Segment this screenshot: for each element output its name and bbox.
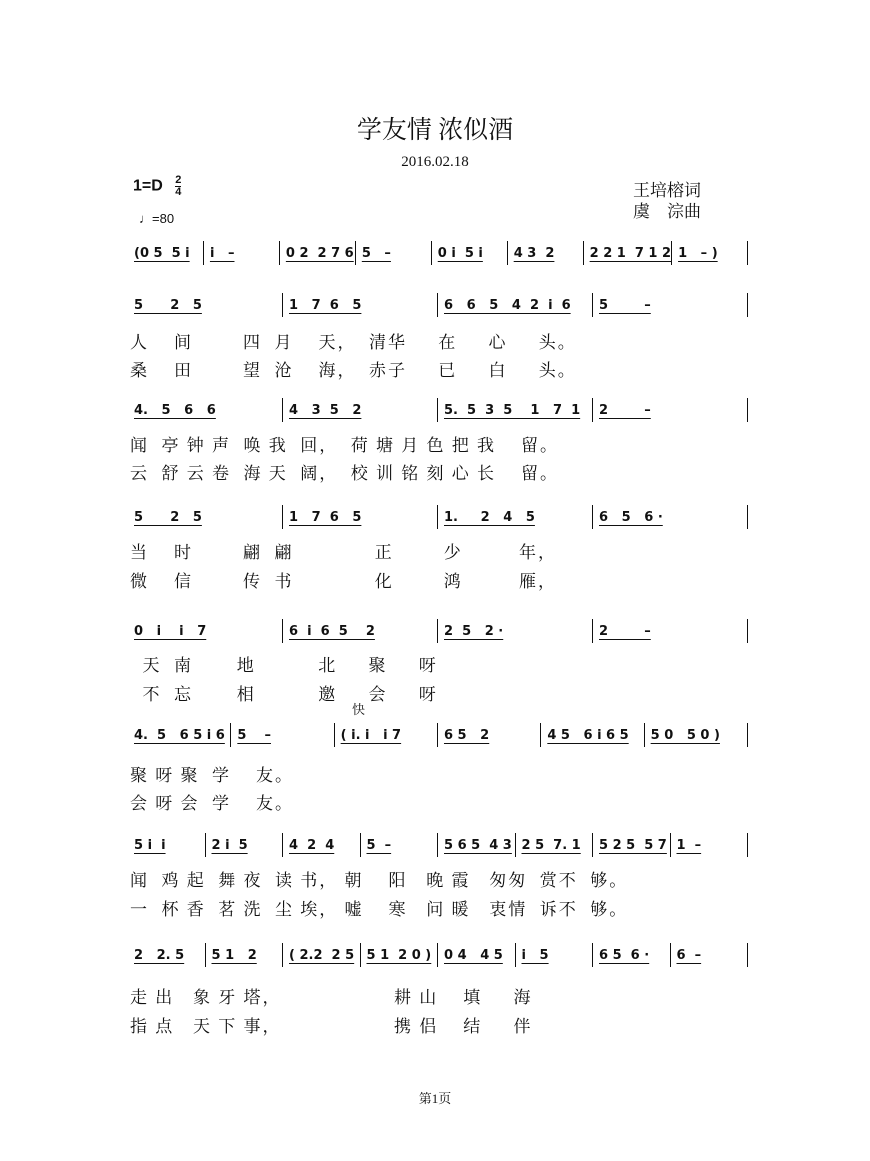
song-date: 2016.02.18 <box>401 154 469 170</box>
measure: (0 5 5 i <box>134 245 190 261</box>
notation-line <box>128 832 748 858</box>
measure: 5 – <box>366 837 392 853</box>
measure: 5 2 5 5 7 <box>599 837 667 853</box>
measure: 1 7 6 5 <box>289 509 362 525</box>
measure: 0 2 2 7 6 <box>285 245 354 261</box>
measure: 5 1 2 <box>211 947 257 963</box>
measure: 5 2 5 <box>134 297 202 313</box>
measure: ( 2.2 2 5 <box>289 947 355 963</box>
bar-line <box>747 505 748 529</box>
bar-line <box>747 833 748 857</box>
measure: 0 i 5 i <box>437 245 483 261</box>
measure: 6 5 6 · <box>599 947 650 963</box>
key-label: 1=D <box>133 177 163 195</box>
notation-line <box>128 942 748 968</box>
lyric-line-verse-2: 云 舒 云 卷 海 天 阔， 校 训 铭 刻 心 长 留。 <box>130 464 559 483</box>
bar-line <box>747 293 748 317</box>
notation-line <box>128 618 748 644</box>
measure: 5 – <box>237 727 271 743</box>
lyric-line-verse-1: 当 时 翩 翩 正 少 年， <box>130 543 557 562</box>
bar-line <box>747 398 748 422</box>
tempo-mark: ♩=80 <box>139 211 175 226</box>
key-signature <box>133 175 181 198</box>
measure: 2 2 1 7 1 2 <box>589 245 672 261</box>
measure: 6 5 2 <box>443 727 490 743</box>
measure: 4 2 4 <box>289 837 335 853</box>
measure: 5 2 5 <box>134 509 202 525</box>
measure: 2 2. 5 <box>134 947 185 963</box>
bar-line <box>747 619 748 643</box>
bar-line <box>747 723 748 747</box>
measure: 0 4 4 5 <box>444 947 503 963</box>
measure: 6 – <box>676 947 702 963</box>
measure: 4 3 5 2 <box>289 402 362 418</box>
notation-line <box>128 292 748 318</box>
lyric-line-verse-1: 走 出 象 牙 塔， 耕 山 填 海 <box>130 988 533 1007</box>
measure: 6 5 6 · <box>599 509 663 525</box>
measure: 5 1 2 0 ) <box>366 947 432 963</box>
notation-line <box>128 722 748 748</box>
measure: 0 i i 7 <box>134 623 207 639</box>
measure: 1. 2 4 5 <box>444 509 535 525</box>
measure: 2 i 5 <box>211 837 248 853</box>
measure: i – <box>209 245 235 261</box>
measure: 2 – <box>599 402 651 418</box>
lyric-line-verse-2: 微 信 传 书 化 鸿 雁， <box>130 572 557 591</box>
measure: 4. 5 6 5 i 6 <box>134 727 225 743</box>
measure: 5 i i <box>134 837 166 853</box>
lyric-line-verse-1: 人 间 四 月 天， 清华 在 心 头。 <box>130 333 577 352</box>
measure: 5 – <box>361 245 391 261</box>
measure: i 5 <box>521 947 549 963</box>
measure: 5 0 5 0 ) <box>650 727 720 743</box>
measure: 6 6 5 4 2 i 6 <box>444 297 571 313</box>
measure: 4 3 2 <box>513 245 555 261</box>
notation-line <box>128 397 748 423</box>
notation-line <box>128 240 748 266</box>
lyricist-credit: 王培榕词 <box>633 181 701 200</box>
page-number: 第1页 <box>418 1091 452 1106</box>
lyric-line-verse-2: 不 忘 相 邀 会 呀 <box>130 685 438 704</box>
measure: 5. 5 3 5 1 7 1 <box>444 402 581 418</box>
measure: 1 – ) <box>678 245 718 261</box>
lyric-line-verse-1: 天 南 地 北 聚 呀 <box>130 656 438 675</box>
composer-credit: 虞 淙曲 <box>633 202 701 221</box>
measure: 2 – <box>599 623 651 639</box>
notation-line <box>128 504 748 530</box>
measure: 6 i 6 5 2 <box>289 623 375 639</box>
bar-line <box>747 943 748 967</box>
song-title: 学友情 浓似酒 <box>356 117 514 144</box>
time-signature <box>175 175 181 198</box>
lyric-line-verse-1: 闻 亭 钟 声 唤 我 回， 荷 塘 月 色 把 我 留。 <box>130 436 559 455</box>
lyric-line-verse-2: 会 呀 会 学 友。 <box>130 794 294 813</box>
lyric-line-verse-1: 聚 呀 聚 学 友。 <box>130 766 294 785</box>
lyric-line-verse-1: 闻 鸡 起 舞 夜 读 书， 朝 阳 晚 霞 匆匆 赏不 够。 <box>130 871 629 890</box>
measure: 5 6 5 4 3 <box>444 837 512 853</box>
tempo-change-mark: 快 <box>352 702 366 717</box>
measure: 1 7 6 5 <box>289 297 362 313</box>
lyric-line-verse-2: 一 杯 香 茗 洗 尘 埃， 嘘 寒 问 暖 衷情 诉不 够。 <box>130 900 629 919</box>
lyric-line-verse-2: 指 点 天 下 事， 携 侣 结 伴 <box>130 1017 533 1036</box>
measure: 1 – <box>676 837 702 853</box>
measure: 5 – <box>599 297 651 313</box>
time-sig-denominator: 4 <box>175 186 182 198</box>
time-sig-numerator: 2 <box>175 174 182 186</box>
measure: 2 5 2 · <box>444 623 504 639</box>
measure: 4. 5 6 6 <box>134 402 216 418</box>
measure: ( i. i i 7 <box>340 727 402 743</box>
measure: 4 5 6 i 6 5 <box>547 727 629 743</box>
measure: 2 5 7. 1 <box>521 837 581 853</box>
lyric-line-verse-2: 桑 田 望 沧 海， 赤子 已 白 头。 <box>130 361 577 380</box>
bar-line <box>747 241 748 265</box>
